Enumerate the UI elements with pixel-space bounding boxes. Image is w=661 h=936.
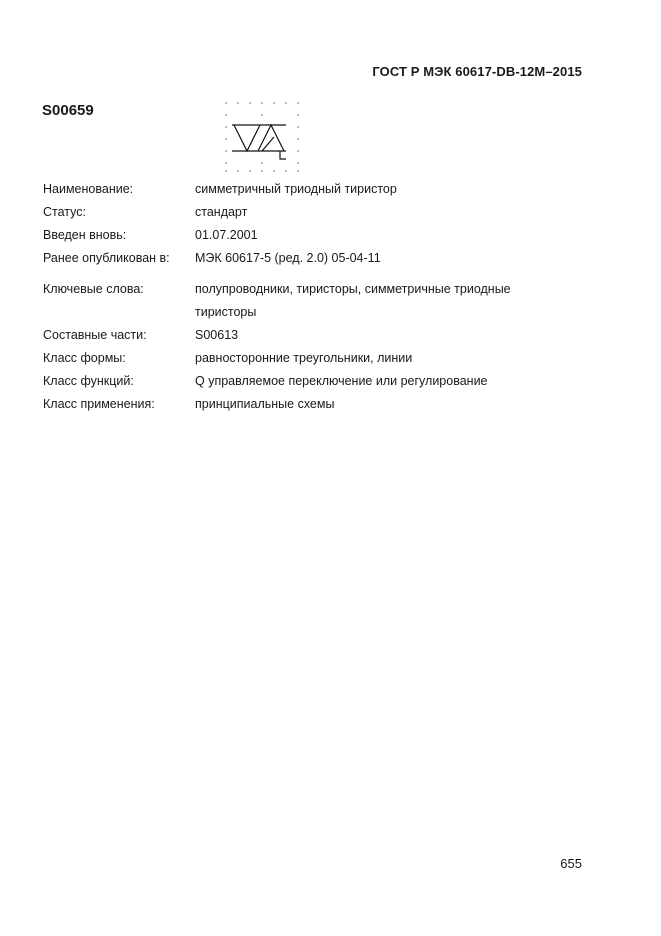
property-row-keywords-continued <box>43 301 583 324</box>
property-row-function-class <box>43 370 583 393</box>
property-label: Класс функций: <box>43 374 134 388</box>
property-value: полупроводники, тиристоры, симметричные триодные <box>195 282 511 296</box>
property-label: Ранее опубликован в: <box>43 251 170 265</box>
property-row-name <box>43 178 583 201</box>
property-value: МЭК 60617-5 (ред. 2.0) 05-04-11 <box>195 251 381 265</box>
property-label-empty <box>43 301 195 324</box>
property-label: Составные части: <box>43 328 147 342</box>
property-value: тиристоры <box>195 305 257 319</box>
property-label: Статус: <box>43 205 86 219</box>
property-value: Q управляемое переключение или регулирование <box>195 374 488 388</box>
properties-table <box>43 178 583 416</box>
property-row-components <box>43 324 583 347</box>
property-value: равносторонние треугольники, линии <box>195 351 413 365</box>
symbol-grid-dots <box>225 102 298 171</box>
triac-lines <box>232 125 286 159</box>
property-row-status <box>43 201 583 224</box>
page-number: 655 <box>560 856 582 871</box>
property-row-keywords <box>43 278 583 301</box>
property-label: Ключевые слова: <box>43 282 144 296</box>
standard-title: ГОСТ Р МЭК 60617-DB-12M–2015 <box>372 64 582 79</box>
property-row-application-class <box>43 393 583 416</box>
property-value: 01.07.2001 <box>195 228 258 242</box>
triac-symbol-icon <box>222 101 302 173</box>
property-value: S00613 <box>195 328 239 342</box>
property-value: стандарт <box>195 205 248 219</box>
symbol-code: S00659 <box>42 102 94 119</box>
property-row-introduced <box>43 224 583 247</box>
property-label: Класс применения: <box>43 397 155 411</box>
property-label: Наименование: <box>43 182 134 196</box>
property-label: Класс формы: <box>43 351 126 365</box>
property-row-previously-published <box>43 247 583 270</box>
property-value: симметричный триодный тиристор <box>195 182 397 196</box>
property-value: принципиальные схемы <box>195 397 335 411</box>
property-label: Введен вновь: <box>43 228 127 242</box>
property-row-shape-class <box>43 347 583 370</box>
